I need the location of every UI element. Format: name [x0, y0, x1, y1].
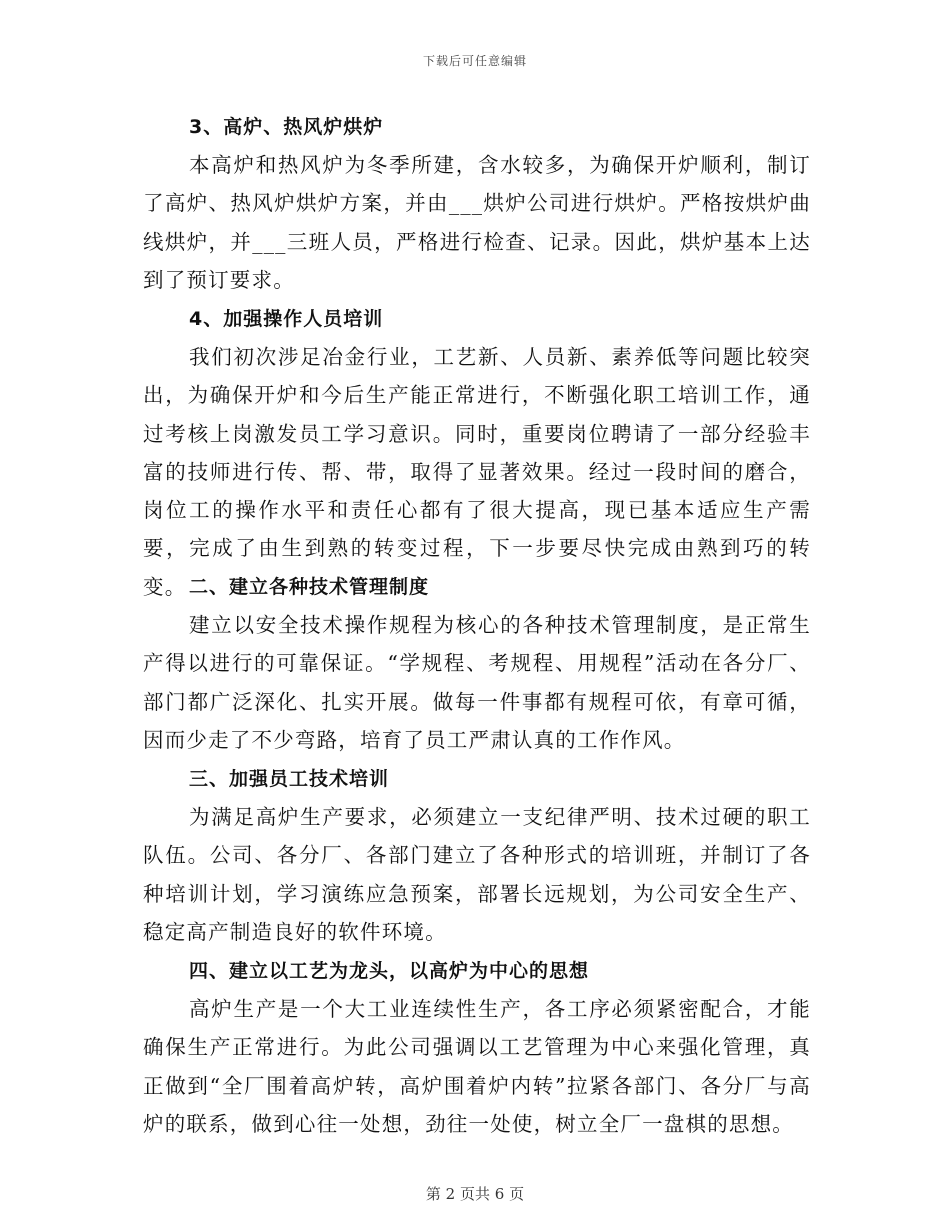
section-body-oven-drying: 本高炉和热风炉为冬季所建，含水较多，为确保开炉顺利，制订了高炉、热风炉烘炉方案，并由___烘炉公司进行烘炉。严格按烘炉曲线烘炉，并___三班人员，严格进行检查、记录。因此，烘炉基本上达到了预订要求。 [143, 153, 811, 292]
section-heading-tech-management: 二、建立各种技术管理制度 [189, 576, 430, 598]
section-body-staff-training: 为满足高炉生产要求，必须建立一支纪律严明、技术过硬的职工队伍。公司、各分厂、各部门建立了各种形式的培训班，并制订了各种培训计划，学习演练应急预案，部署长远规划，为公司安全生产、稳定高产制造良好的软件环境。 [143, 805, 811, 944]
section-heading-oven-drying: 3、高炉、热风炉烘炉 [189, 116, 384, 138]
document-body [143, 108, 811, 1144]
section-body-tech-management: 建立以安全技术操作规程为核心的各种技术管理制度，是正常生产得以进行的可靠保证。“学规程、考规程、用规程”活动在各分厂、部门都广泛深化、扎实开展。做每一件事都有规程可依，有章可循，因而少走了不少弯路，培育了员工严肃认真的工作作风。 [143, 613, 811, 752]
section-body-process-leading: 高炉生产是一个大工业连续性生产，各工序必须紧密配合，才能确保生产正常进行。为此公司强调以工艺管理为中心来强化管理，真正做到“全厂围着高炉转，高炉围着炉内转”拉紧各部门、各分厂与高炉的联系，做到心往一处想，劲往一处使，树立全厂一盘棋的思想。 [143, 997, 811, 1136]
section-heading-process-leading: 四、建立以工艺为龙头，以高炉为中心的思想 [189, 960, 590, 982]
page-number-footer: 第 2 页共 6 页 [425, 1185, 525, 1203]
page-header: 下载后可任意编辑 [422, 54, 527, 68]
section-heading-staff-training: 三、加强员工技术培训 [189, 768, 390, 790]
section-body-operator-training: 我们初次涉足冶金行业，工艺新、人员新、素养低等问题比较突出，为确保开炉和今后生产能正常进行，不断强化职工培训工作，通过考核上岗激发员工学习意识。同时，重要岗位聘请了一部分经验丰富的技师进行传、帮、带，取得了显著效果。经过一段时间的磨合，岗位工的操作水平和责任心都有了很大提高，现已基本适应生产需要，完成了由生到熟的转变过程，下一步要尽快完成由熟到巧的转变。 [143, 345, 811, 599]
section-heading-operator-training: 4、加强操作人员培训 [189, 308, 384, 330]
